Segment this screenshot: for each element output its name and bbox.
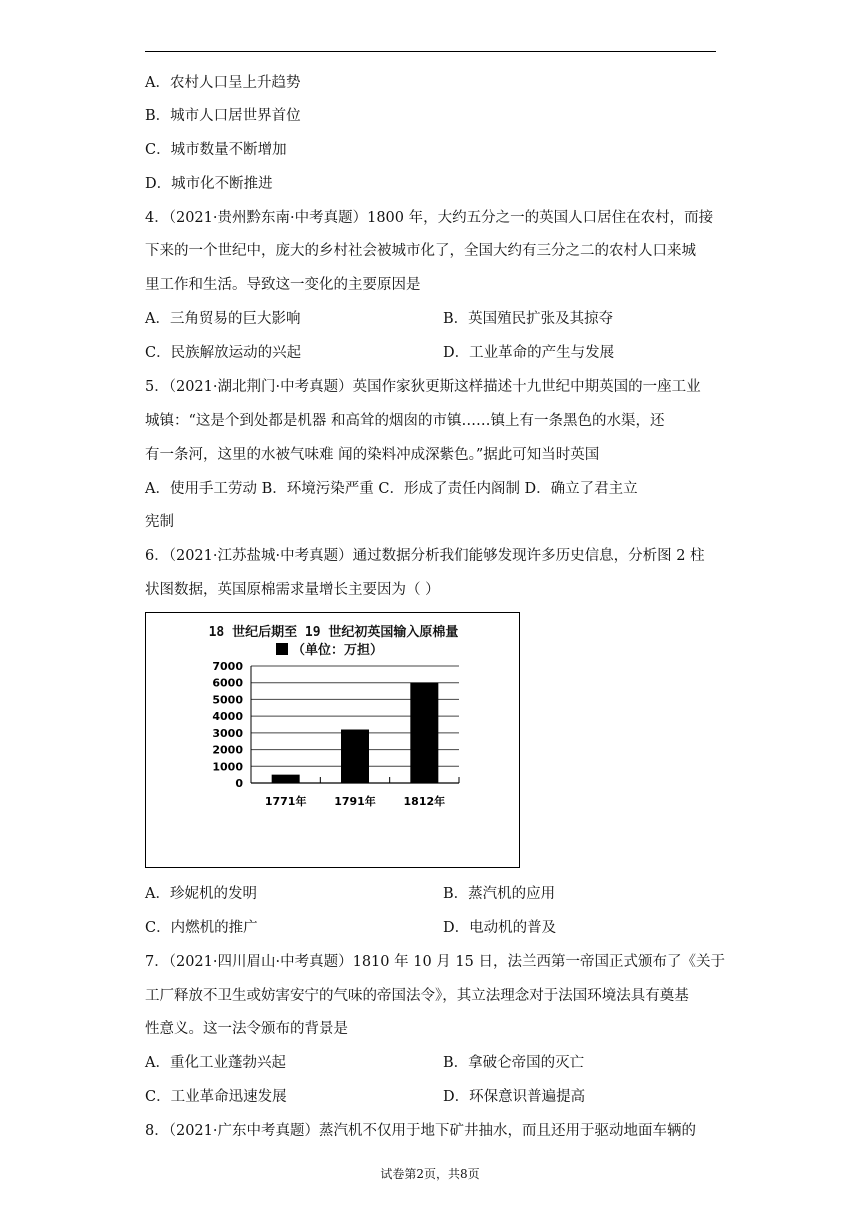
q4-option-b: B．英国殖民扩张及其掠夺 xyxy=(443,311,614,327)
y-tick-label: 3000 xyxy=(212,726,243,740)
y-tick-label: 6000 xyxy=(212,676,243,690)
q4-stem-line-2: 下来的一个世纪中，庞大的乡村社会被城市化了，全国大约有三分之二的农村人口来城 xyxy=(145,243,696,259)
q7-stem-line-3: 性意义。这一法令颁布的背景是 xyxy=(145,1021,348,1037)
q7-option-d: D．环保意识普遍提高 xyxy=(443,1089,586,1105)
q4-option-a: A．三角贸易的巨大影响 xyxy=(145,311,301,327)
q5-stem-line-1: 5．（2021·湖北荆门·中考真题）英国作家狄更斯这样描述十九世纪中期英国的一座工业 xyxy=(145,379,701,395)
q4-option-d: D．工业革命的产生与发展 xyxy=(443,345,615,361)
q6-stem-line-2: 状图数据，英国原棉需求量增长主要因为（ ） xyxy=(145,582,440,598)
q7-stem-line-2: 工厂释放不卫生或妨害安宁的气味的帝国法令》，其立法理念对于法国环境法具有奠基 xyxy=(145,988,689,1004)
q4-stem-line-1: 4．（2021·贵州黔东南·中考真题）1800 年，大约五分之一的英国人口居住在农村，而接 xyxy=(145,210,714,226)
legend-label: （单位：万担） xyxy=(292,643,384,658)
q8-stem-line-1: 8．（2021·广东中考真题）蒸汽机不仅用于地下矿井抽水，而且还用于驱动地面车辆的 xyxy=(145,1123,696,1139)
prev-option-a: A．农村人口呈上升趋势 xyxy=(145,75,301,91)
q6-option-b: B．蒸汽机的应用 xyxy=(443,886,556,902)
q5-stem-line-3: 有一条河，这里的水被气味难 闻的染料冲成深紫色。”据此可知当时英国 xyxy=(145,447,600,463)
y-tick-label: 0 xyxy=(235,777,243,790)
chart-title: 18 世纪后期至 19 世纪初英国输入原棉量 xyxy=(208,625,459,640)
y-tick-label: 7000 xyxy=(212,660,243,673)
bar-chart xyxy=(145,612,520,868)
y-tick-label: 5000 xyxy=(212,693,243,707)
q7-option-a: A．重化工业蓬勃兴起 xyxy=(145,1055,286,1071)
header-rule xyxy=(145,51,716,52)
q5-stem-line-2: 城镇：“这是个到处都是机器 和高耸的烟囱的市镇……镇上有一条黑色的水渠，还 xyxy=(145,413,665,429)
bar xyxy=(410,683,438,783)
page-footer: 试卷第2页，共8页 xyxy=(380,1167,480,1181)
chart-plot xyxy=(146,613,519,867)
q4-option-c: C．民族解放运动的兴起 xyxy=(145,345,302,361)
q7-option-b: B．拿破仑帝国的灭亡 xyxy=(443,1055,585,1071)
x-tick-label: 1791年 xyxy=(334,795,376,808)
y-tick-label: 1000 xyxy=(212,760,243,774)
bar xyxy=(341,730,369,783)
y-tick-label: 4000 xyxy=(212,710,243,724)
q5-options: A．使用手工劳动 B．环境污染严重 C．形成了责任内阁制 D．确立了君主立 xyxy=(145,481,638,497)
q6-option-d: D．电动机的普及 xyxy=(443,920,557,936)
prev-option-d: D．城市化不断推进 xyxy=(145,176,273,192)
x-tick-label: 1812年 xyxy=(403,795,446,808)
x-tick-label: 1771年 xyxy=(264,795,307,808)
bar xyxy=(272,775,300,783)
prev-option-c: C．城市数量不断增加 xyxy=(145,142,287,158)
q6-option-a: A．珍妮机的发明 xyxy=(145,886,257,902)
prev-option-b: B．城市人口居世界首位 xyxy=(145,108,301,124)
y-tick-label: 2000 xyxy=(212,743,243,757)
q5-options-wrap: 宪制 xyxy=(145,514,174,530)
q4-stem-line-3: 里工作和生活。导致这一变化的主要原因是 xyxy=(145,277,421,293)
q7-stem-line-1: 7．（2021·四川眉山·中考真题）1810 年 10 月 15 日，法兰西第一帝国正式颁布了《关于 xyxy=(145,954,725,970)
q7-option-c: C．工业革命迅速发展 xyxy=(145,1089,287,1105)
q6-option-c: C．内燃机的推广 xyxy=(145,920,258,936)
q6-stem-line-1: 6．（2021·江苏盐城·中考真题）通过数据分析我们能够发现许多历史信息，分析图 2 柱 xyxy=(145,548,705,564)
